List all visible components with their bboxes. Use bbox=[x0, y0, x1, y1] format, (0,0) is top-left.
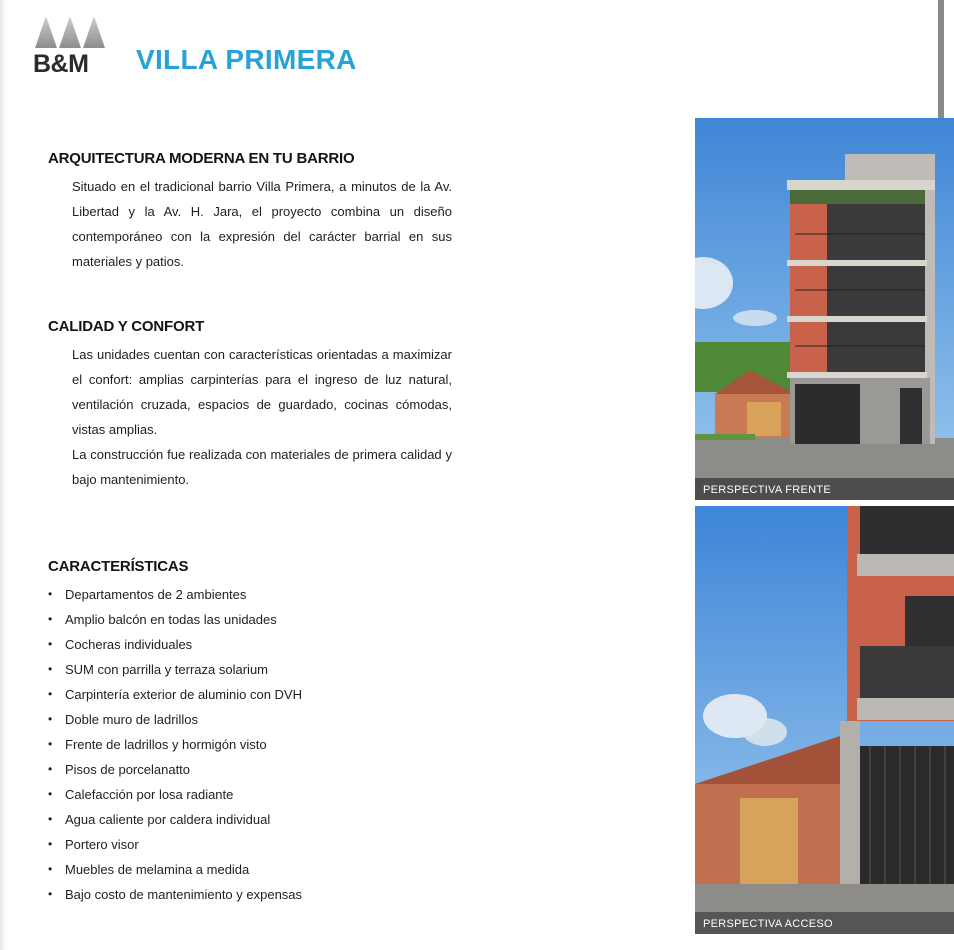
list-item: • Muebles de melamina a medida bbox=[48, 857, 302, 882]
quality-paragraph-2: La construcción fue realizada con materiales de primera calidad y bajo mantenimiento. bbox=[72, 447, 452, 487]
list-item: • Carpintería exterior de aluminio con DVH bbox=[48, 682, 302, 707]
features-list bbox=[48, 582, 302, 907]
section-title-architecture: ARQUITECTURA MODERNA EN TU BARRIO bbox=[48, 150, 355, 167]
list-item: • Frente de ladrillos y hormigón visto bbox=[48, 732, 302, 757]
section-title-quality: CALIDAD Y CONFORT bbox=[48, 318, 205, 335]
front-caption: PERSPECTIVA FRENTE bbox=[703, 484, 832, 496]
building-access-illustration bbox=[695, 506, 954, 934]
architecture-paragraph: Situado en el tradicional barrio Villa Primera, a minutos de la Av. Libertad y la Av. H. Jara, el proyecto combina un diseño contemporáneo con la expresión del carácter barrial en sus materiales y patios. bbox=[72, 179, 452, 269]
access-caption: PERSPECTIVA ACCESO bbox=[703, 918, 833, 930]
list-item: • Bajo costo de mantenimiento y expensas bbox=[48, 882, 302, 907]
list-item: • Portero visor bbox=[48, 832, 302, 857]
brand-logo bbox=[33, 14, 113, 76]
building-front-illustration bbox=[695, 118, 954, 500]
list-item: • SUM con parrilla y terraza solarium bbox=[48, 657, 302, 682]
page-right-edge bbox=[938, 0, 944, 118]
logo-text: B&M bbox=[33, 50, 89, 78]
list-item: • Amplio balcón en todas las unidades bbox=[48, 607, 302, 632]
list-item: • Agua caliente por caldera individual bbox=[48, 807, 302, 832]
page-shadow-edge bbox=[0, 0, 6, 950]
project-title: VILLA PRIMERA bbox=[136, 44, 357, 75]
list-item: • Pisos de porcelanatto bbox=[48, 757, 302, 782]
list-item: • Calefacción por losa radiante bbox=[48, 782, 302, 807]
quality-paragraph-1: Las unidades cuentan con características orientadas a maximizar el confort: amplias carpinterías para el ingreso de luz natural, ventilación cruzada, espacios de guardado, cocinas cómodas, vistas amplias. bbox=[72, 347, 452, 437]
list-item: • Departamentos de 2 ambientes bbox=[48, 582, 302, 607]
front-perspective-image bbox=[695, 118, 954, 500]
section-title-features: CARACTERÍSTICAS bbox=[48, 558, 189, 575]
logo-mountains-icon bbox=[33, 14, 113, 50]
list-item: • Doble muro de ladrillos bbox=[48, 707, 302, 732]
access-perspective-image bbox=[695, 506, 954, 934]
list-item: • Cocheras individuales bbox=[48, 632, 302, 657]
